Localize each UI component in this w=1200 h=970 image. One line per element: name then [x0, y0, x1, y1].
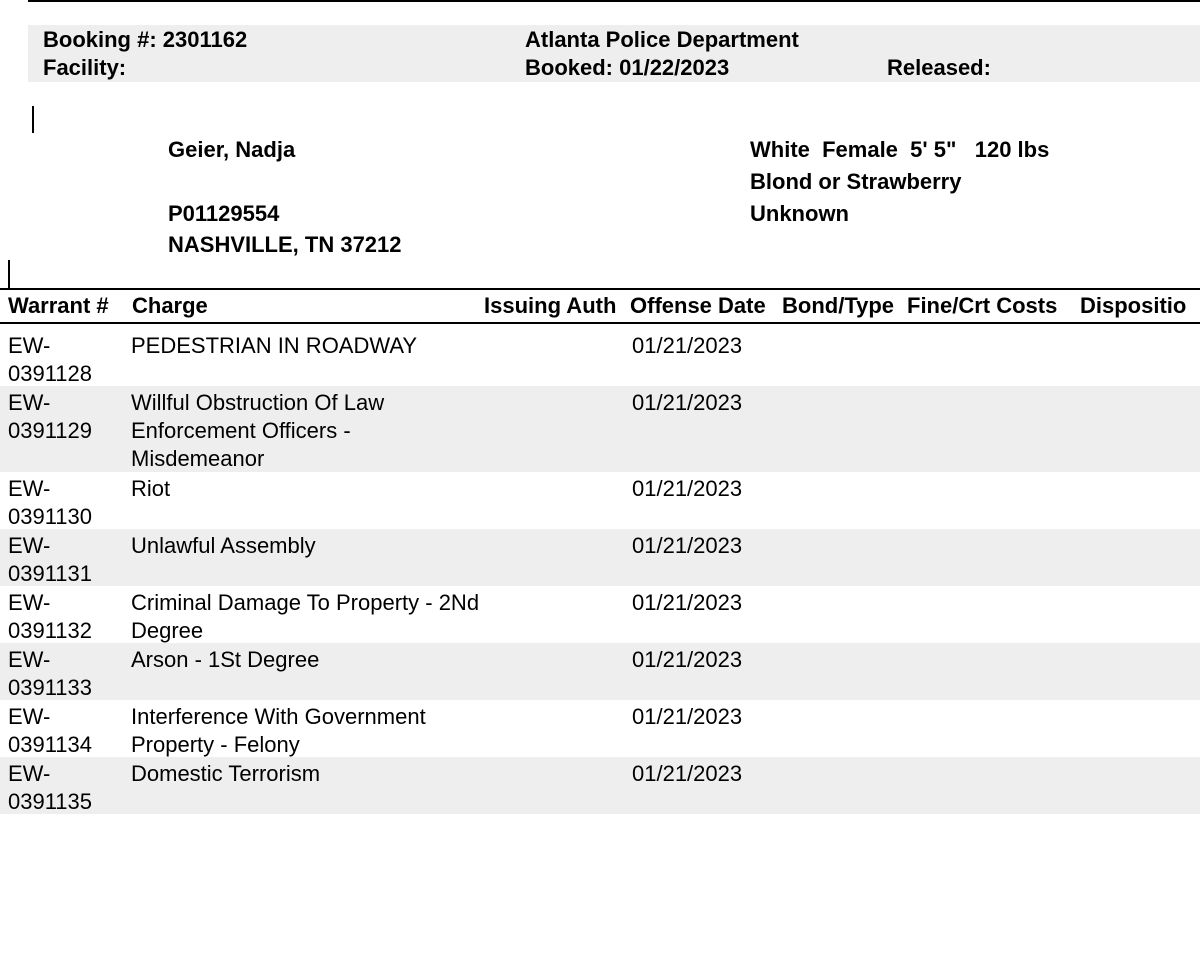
- offense-date: 01/21/2023: [632, 761, 743, 786]
- department-name: Atlanta Police Department: [525, 27, 799, 52]
- col-bond-type: Bond/Type: [782, 293, 895, 318]
- offense-date: 01/21/2023: [632, 476, 743, 501]
- offense-date: 01/21/2023: [632, 390, 743, 415]
- charge-text: Willful Obstruction Of Law Enforcement Officers - Misdemeanor: [131, 390, 385, 471]
- col-fine-costs: Fine/Crt Costs: [907, 293, 1058, 318]
- table-row: [0, 329, 1200, 386]
- col-charge: Charge: [132, 293, 208, 318]
- warrant-number: EW- 0391128: [8, 333, 93, 386]
- warrant-number: EW- 0391134: [8, 704, 93, 757]
- inmate-eyes: Unknown: [750, 201, 849, 226]
- offense-date: 01/21/2023: [632, 590, 743, 615]
- offense-date: 01/21/2023: [632, 333, 743, 358]
- facility-label: Facility:: [43, 55, 127, 80]
- charge-text: PEDESTRIAN IN ROADWAY: [131, 333, 418, 358]
- charge-text: Riot: [131, 476, 171, 501]
- col-issuing-auth: Issuing Auth: [484, 293, 617, 318]
- offense-date: 01/21/2023: [632, 704, 743, 729]
- charge-text: Arson - 1St Degree: [131, 647, 320, 672]
- table-row: [0, 586, 1200, 643]
- table-row: [0, 757, 1200, 814]
- col-offense-date: Offense Date: [630, 293, 766, 318]
- charge-text: Domestic Terrorism: [131, 761, 321, 786]
- section-mark: [8, 260, 10, 290]
- warrant-number: EW- 0391130: [8, 476, 93, 529]
- col-disposition: Dispositio: [1080, 293, 1187, 318]
- table-header-rule: [0, 322, 1200, 324]
- warrant-number: EW- 0391133: [8, 647, 93, 700]
- charge-text: Criminal Damage To Property - 2Nd Degree: [131, 590, 480, 643]
- warrant-number: EW- 0391131: [8, 533, 93, 586]
- warrant-number: EW- 0391129: [8, 390, 93, 443]
- offense-date: 01/21/2023: [632, 647, 743, 672]
- table-row: [0, 700, 1200, 757]
- top-rule: [28, 0, 1200, 2]
- table-row: [0, 643, 1200, 700]
- charge-text: Interference With Government Property - Felony: [131, 704, 426, 757]
- table-row: [0, 386, 1200, 472]
- table-row: [0, 529, 1200, 586]
- offense-date: 01/21/2023: [632, 533, 743, 558]
- warrant-number: EW- 0391132: [8, 590, 93, 643]
- col-warrant: Warrant #: [8, 293, 109, 318]
- inmate-address: NASHVILLE, TN 37212: [168, 232, 402, 257]
- booking-number: Booking #: 2301162: [43, 27, 248, 52]
- inmate-name: Geier, Nadja: [168, 137, 296, 162]
- inmate-description: White Female 5' 5" 120 lbs: [750, 137, 1050, 162]
- warrant-number: EW- 0391135: [8, 761, 93, 814]
- text-cursor-mark: [32, 106, 34, 133]
- charges-table-body: [0, 329, 1200, 814]
- released-label: Released:: [887, 55, 991, 80]
- table-row: [0, 472, 1200, 529]
- inmate-hair: Blond or Strawberry: [750, 169, 962, 194]
- charge-text: Unlawful Assembly: [131, 533, 316, 558]
- inmate-id: P01129554: [168, 201, 280, 226]
- table-top-rule: [0, 288, 1200, 290]
- booked-date: Booked: 01/22/2023: [525, 55, 730, 80]
